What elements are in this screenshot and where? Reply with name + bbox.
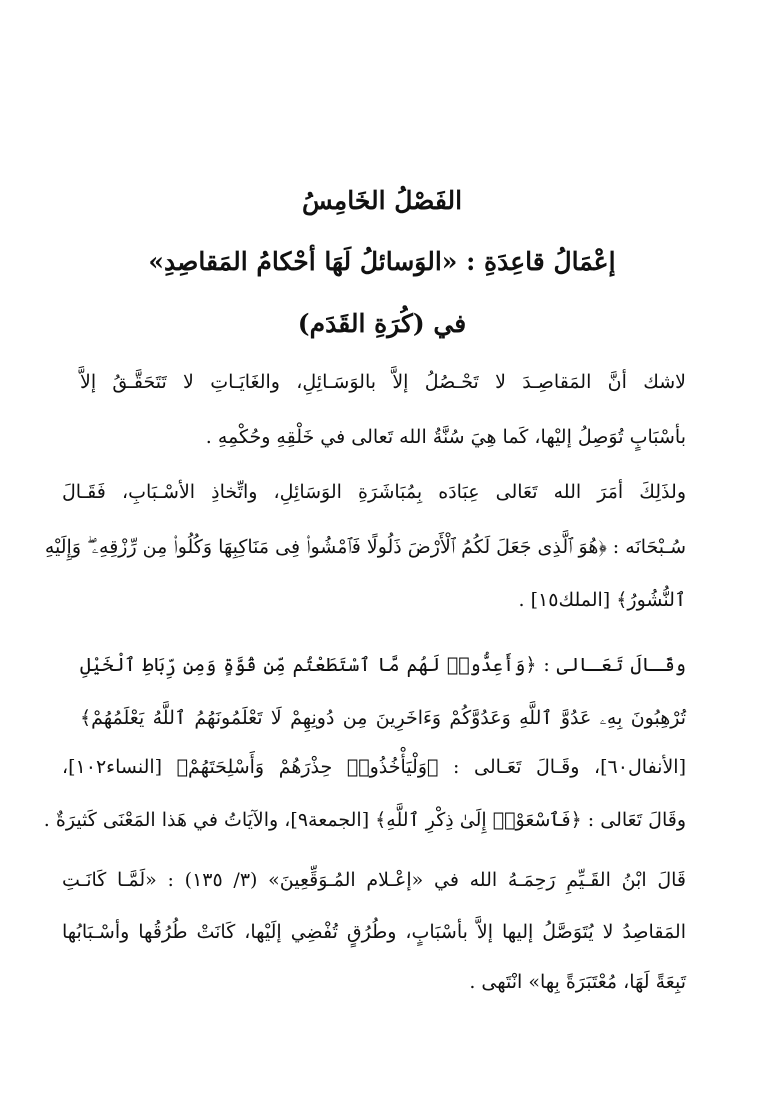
quote-line: المَقاصِدُ لا يُتَوَصَّلُ إليها إلاَّ بأسْبَابٍ، وطُرُقٍ تُفْضِي إلَيْها، كَانَتْ طُرُقُها وأسْـبَابُها bbox=[62, 921, 686, 943]
quote-line: قَالَ ابْنُ القَـيِّمِ رَحِمَـهُ الله في «إعْـلام المُـوَقِّعِينَ» (٣/ ١٣٥) : «لَمَّـا كَانَـتِ bbox=[62, 869, 686, 891]
quran-line: وقَـالَ تَعَـالى : ﴿وَأَعِدُّوا۟ لَهُم مَّا ٱسْتَطَعْتُم مِّن قُوَّةٍ وَمِن رِّبَاطِ ٱلْخَيْلِ bbox=[80, 654, 686, 676]
chapter-subtitle: إعْمَالُ قاعِدَةِ : «الوَسائلُ لَهَا أحْكامُ المَقاصِدِ» bbox=[148, 247, 616, 276]
quran-line: [الأنفال٦٠]، وقَـالَ تَعَـالى : ﴿وَلْيَأْخُذُوا۟ حِذْرَهُمْ وَأَسْلِحَتَهُمْ﴾ [النساء١٠٢]، bbox=[62, 756, 686, 778]
chapter-subject: في (كُرَةِ القَدَم) bbox=[297, 309, 467, 338]
quran-line: ٱلنُّشُورُ﴾ [الملك١٥] . bbox=[518, 589, 686, 611]
chapter-title: الفَصْلُ الخَامِسُ bbox=[301, 186, 463, 215]
paragraph-line: بأسْبَابٍ تُوَصِلُ إليْها، كَما هِيَ سُنَّةُ الله تَعالى في خَلْقِهِ وحُكْمِهِ . bbox=[205, 426, 686, 448]
quran-line: وقَالَ تَعَالى : ﴿فَٱسْعَوْا۟ إِلَىٰ ذِكْرِ ٱللَّهِ﴾ [الجمعة٩]، والآيَاتُ في هَذا المَعْنَى كَثيرَةٌ . bbox=[43, 809, 686, 831]
paragraph-line: لاشك أنَّ المَقاصِـدَ لا تَحْـصُلُ إلاَّ بالوَسَـائِلِ، والغَايَـاتِ لا تَتَحَقَّـقُ إلاَّ bbox=[80, 371, 686, 393]
paragraph-line: ولذَلِكَ أمَرَ الله تَعَالى عِبَادَه بِمُبَاشَرَةِ الوَسَائِلِ، واتِّخاذِ الأسْـبَابِ، فَقَـالَ bbox=[62, 481, 686, 503]
quran-line: تُرْهِبُونَ بِهِۦ عَدُوَّ ٱللَّهِ وَعَدُوَّكُمْ وَءَاخَرِينَ مِن دُونِهِمْ لَا تَعْلَمُونَهُمُ ٱللَّهُ يَعْلَمُهُمْ﴾ bbox=[80, 707, 686, 729]
quote-line: تَبِعَةً لَهَا، مُعْتَبَرَةً بِها» انْتَهى . bbox=[469, 971, 686, 993]
quran-line: سُـبْحَانَه : ﴿هُوَ ٱلَّذِى جَعَلَ لَكُمُ ٱلْأَرْضَ ذَلُولًا فَٱمْشُوا۟ فِى مَنَاكِبِهَا وَكُلُوا۟ مِن رِّزْقِهِۦ ۖ وَإِلَيْهِ bbox=[44, 536, 686, 558]
